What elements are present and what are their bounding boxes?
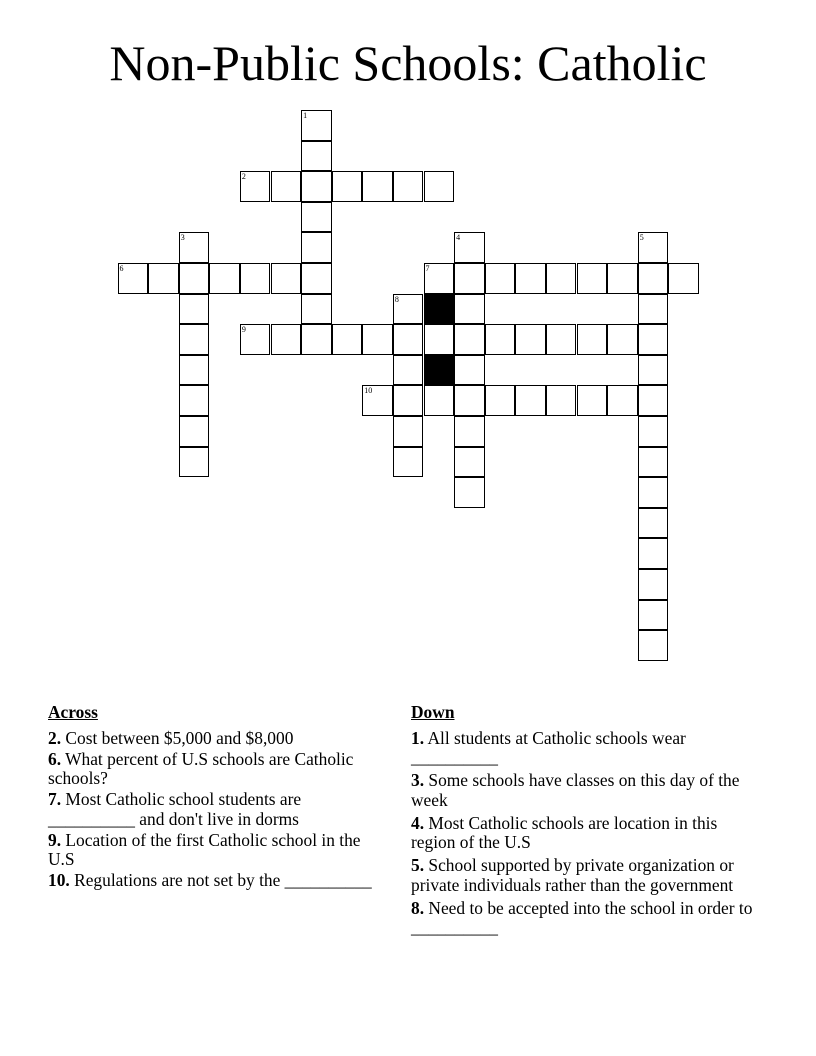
grid-cell[interactable] (577, 385, 608, 416)
grid-cell[interactable] (485, 385, 516, 416)
clue-down-3 (411, 771, 756, 810)
clue-text: Some schools have classes on this day of the week (411, 770, 740, 810)
grid-cell[interactable] (638, 416, 669, 447)
grid-cell[interactable] (546, 263, 577, 294)
grid-cell[interactable] (179, 263, 210, 294)
cell-number: 7 (425, 264, 430, 273)
down-clues (411, 703, 756, 941)
grid-cell[interactable] (301, 324, 332, 355)
grid-cell[interactable] (638, 385, 669, 416)
grid-cell[interactable] (638, 538, 669, 569)
grid-cell[interactable] (179, 232, 210, 263)
grid-cell[interactable] (393, 324, 424, 355)
grid-cell[interactable] (515, 385, 546, 416)
clue-number: 5. (411, 855, 425, 875)
grid-cell[interactable] (454, 263, 485, 294)
across-clues (48, 703, 373, 892)
grid-cell[interactable] (240, 171, 271, 202)
grid-cell[interactable] (546, 324, 577, 355)
grid-cell[interactable] (485, 324, 516, 355)
black-cell (424, 294, 455, 325)
clue-number: 4. (411, 812, 425, 833)
down-heading: Down (411, 702, 455, 722)
clue-across-6 (48, 750, 373, 789)
grid-cell[interactable] (607, 263, 638, 294)
clue-text: Cost between $5,000 and $8,000 (65, 727, 294, 748)
grid-cell[interactable] (638, 324, 669, 355)
grid-cell[interactable] (485, 263, 516, 294)
clue-down-1 (411, 729, 756, 768)
cell-number: 2 (241, 172, 246, 182)
grid-cell[interactable] (362, 385, 393, 416)
grid-cell[interactable] (607, 324, 638, 355)
grid-cell[interactable] (638, 263, 669, 294)
cell-number: 6 (119, 264, 124, 273)
puzzle-title: Non-Public Schools: Catholic (109, 35, 707, 91)
grid-cell[interactable] (179, 416, 210, 447)
grid-cell[interactable] (179, 385, 210, 416)
grid-cell[interactable] (515, 263, 546, 294)
grid-cell[interactable] (393, 355, 424, 386)
grid-cell[interactable] (362, 171, 393, 202)
grid-cell[interactable] (301, 294, 332, 325)
grid-cell[interactable] (301, 263, 332, 294)
clue-number: 9. (48, 829, 62, 850)
grid-cell[interactable] (118, 263, 149, 294)
clue-text: Need to be accepted into the school in order to __________ (411, 897, 753, 937)
grid-cell[interactable] (209, 263, 240, 294)
clue-text: Most Catholic schools are location in this region of the U.S (411, 812, 718, 852)
grid-cell[interactable] (546, 385, 577, 416)
grid-cell[interactable] (393, 385, 424, 416)
cell-number: 10 (364, 386, 373, 396)
grid-cell[interactable] (393, 416, 424, 447)
grid-cell[interactable] (393, 294, 424, 325)
grid-cell[interactable] (607, 385, 638, 416)
grid-cell[interactable] (454, 355, 485, 386)
clue-across-9 (48, 831, 373, 870)
cell-number: 9 (241, 325, 246, 335)
grid-cell[interactable] (301, 171, 332, 202)
clue-text: Most Catholic school students are __________ and don't live in dorms (48, 789, 302, 829)
grid-cell[interactable] (179, 294, 210, 325)
grid-cell[interactable] (301, 202, 332, 233)
clue-number: 3. (411, 770, 425, 790)
clue-down-8 (411, 899, 756, 938)
clue-number: 2. (48, 727, 62, 748)
grid-cell[interactable] (148, 263, 179, 294)
grid-cell[interactable] (424, 171, 455, 202)
grid-cell[interactable] (179, 447, 210, 478)
grid-cell[interactable] (638, 355, 669, 386)
grid-cell[interactable] (393, 171, 424, 202)
cell-number: 5 (639, 233, 644, 243)
clue-text: Regulations are not set by the __________ (74, 870, 372, 890)
black-cell (424, 355, 455, 386)
cell-number: 4 (456, 233, 461, 243)
clue-text: Location of the first Catholic school in the U.S (48, 829, 361, 869)
grid-cell[interactable] (424, 324, 455, 355)
clue-text: School supported by private organization or private individuals rather than the government (411, 855, 734, 895)
grid-cell[interactable] (240, 324, 271, 355)
grid-cell[interactable] (515, 324, 546, 355)
grid-cell[interactable] (454, 324, 485, 355)
clue-text: All students at Catholic schools wear __________ (411, 727, 686, 767)
grid-cell[interactable] (638, 600, 669, 631)
grid-cell[interactable] (638, 508, 669, 539)
clue-number: 10. (48, 870, 70, 890)
grid-cell[interactable] (271, 263, 302, 294)
across-heading: Across (48, 702, 98, 722)
grid-cell[interactable] (454, 447, 485, 478)
clue-number: 7. (48, 789, 62, 809)
grid-cell[interactable] (362, 324, 393, 355)
grid-cell[interactable] (577, 263, 608, 294)
grid-cell[interactable] (638, 569, 669, 600)
grid-cell[interactable] (638, 477, 669, 508)
grid-cell[interactable] (454, 232, 485, 263)
grid-cell[interactable] (179, 355, 210, 386)
grid-cell[interactable] (271, 324, 302, 355)
grid-cell[interactable] (301, 110, 332, 141)
grid-cell[interactable] (454, 294, 485, 325)
grid-cell[interactable] (271, 171, 302, 202)
grid-cell[interactable] (668, 263, 699, 294)
cell-number: 8 (394, 294, 399, 304)
grid-cell[interactable] (638, 630, 669, 661)
clue-number: 8. (411, 897, 425, 918)
grid-cell[interactable] (332, 324, 363, 355)
clue-down-5 (411, 856, 756, 895)
grid-cell[interactable] (638, 294, 669, 325)
grid-cell[interactable] (424, 385, 455, 416)
grid-cell[interactable] (301, 232, 332, 263)
clue-number: 6. (48, 748, 62, 769)
grid-cell[interactable] (577, 324, 608, 355)
grid-cell[interactable] (301, 141, 332, 172)
grid-cell[interactable] (454, 477, 485, 508)
grid-cell[interactable] (179, 324, 210, 355)
clue-down-4 (411, 814, 756, 853)
grid-cell[interactable] (638, 232, 669, 263)
grid-cell[interactable] (240, 263, 271, 294)
grid-cell[interactable] (393, 447, 424, 478)
grid-cell[interactable] (638, 447, 669, 478)
clue-across-2 (48, 729, 373, 749)
clue-across-10 (48, 871, 373, 891)
grid-cell[interactable] (454, 416, 485, 447)
grid-cell[interactable] (424, 263, 455, 294)
cell-number: 3 (180, 233, 185, 243)
cell-number: 1 (303, 111, 308, 120)
grid-cell[interactable] (454, 385, 485, 416)
clue-across-7 (48, 790, 373, 829)
grid-cell[interactable] (332, 171, 363, 202)
clue-number: 1. (411, 727, 425, 748)
clue-text: What percent of U.S schools are Catholic schools? (48, 748, 354, 788)
